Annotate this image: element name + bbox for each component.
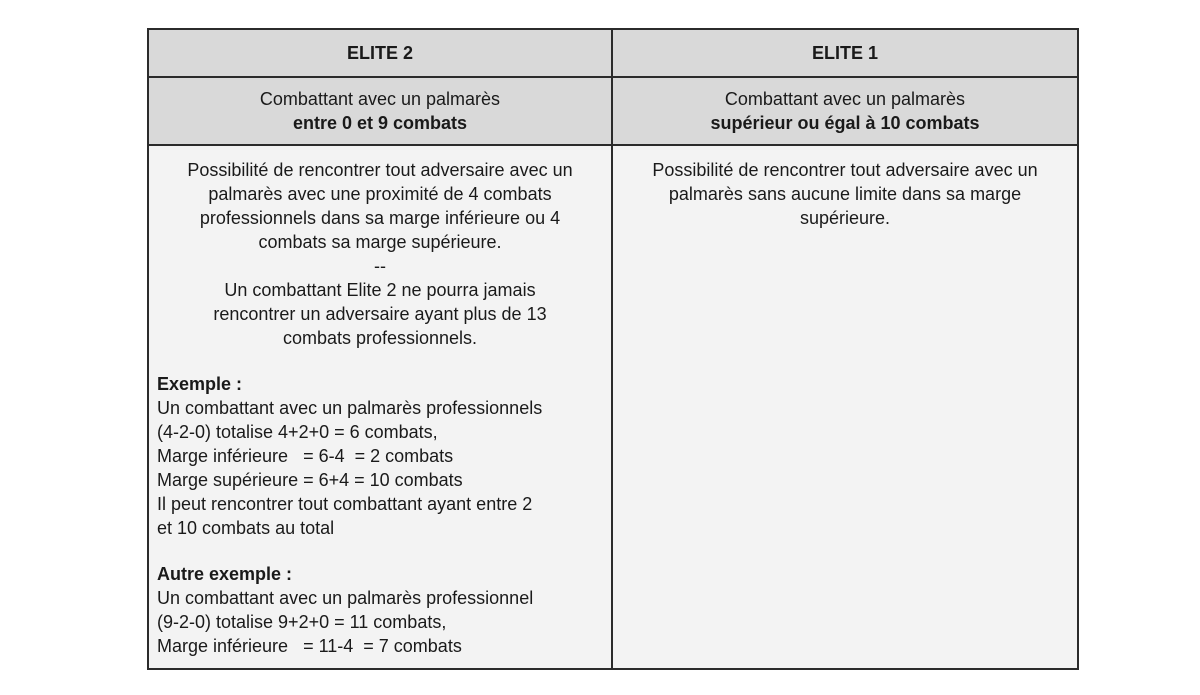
elite-2-intro [157, 158, 603, 350]
elite-2-rules-cell [148, 145, 612, 669]
header-row [148, 29, 1078, 77]
rules-table [147, 28, 1079, 670]
header-elite-1: ELITE 1 [612, 29, 1078, 77]
subheader-elite-2-line2: entre 0 et 9 combats [292, 113, 468, 133]
example-1-line: (4-2-0) totalise 4+2+0 = 6 combats, [157, 422, 438, 442]
example-2-line: Un combattant avec un palmarès professionnel [157, 588, 534, 608]
elite-2-intro-line: Possibilité de rencontrer tout adversaire avec un [187, 160, 573, 180]
elite-2-rule-line: combats professionnels. [282, 328, 478, 348]
elite-2-rule-line: rencontrer un adversaire ayant plus de 13 [213, 304, 547, 324]
separator: -- [374, 256, 386, 276]
elite-1-rule-line: supérieure. [799, 208, 891, 228]
elite-1-rules-cell [612, 145, 1078, 669]
elite-2-intro-line: palmarès avec une proximité de 4 combats [208, 184, 552, 204]
subheader-elite-1-line2: supérieur ou égal à 10 combats [710, 113, 980, 133]
header-elite-2: ELITE 2 [148, 29, 612, 77]
elite-1-rule-line: Possibilité de rencontrer tout adversaire avec un [652, 160, 1038, 180]
example-1-title: Exemple : [157, 374, 243, 394]
example-1-line: Il peut rencontrer tout combattant ayant entre 2 [157, 494, 533, 514]
subheader-row [148, 77, 1078, 145]
subheader-elite-1 [612, 77, 1078, 145]
elite-2-intro-line: professionnels dans sa marge inférieure ou 4 [199, 208, 561, 228]
example-1-line: et 10 combats au total [157, 518, 335, 538]
subheader-elite-2-line1: Combattant avec un palmarès [259, 89, 501, 109]
example-2-line: Marge inférieure = 11-4 = 7 combats [157, 636, 462, 656]
example-2-line: (9-2-0) totalise 9+2+0 = 11 combats, [157, 612, 447, 632]
elite-2-rule-line: Un combattant Elite 2 ne pourra jamais [224, 280, 536, 300]
example-1-line: Un combattant avec un palmarès professionnels [157, 398, 543, 418]
subheader-elite-1-line1: Combattant avec un palmarès [724, 89, 966, 109]
example-1-line: Marge supérieure = 6+4 = 10 combats [157, 470, 463, 490]
example-2-title: Autre exemple : [157, 564, 293, 584]
subheader-elite-2 [148, 77, 612, 145]
example-2 [157, 562, 603, 658]
body-row [148, 145, 1078, 669]
example-1-line: Marge inférieure = 6-4 = 2 combats [157, 446, 454, 466]
example-1 [157, 372, 603, 540]
elite-1-rule-line: palmarès sans aucune limite dans sa marge [668, 184, 1022, 204]
elite-2-intro-line: combats sa marge supérieure. [258, 232, 502, 252]
